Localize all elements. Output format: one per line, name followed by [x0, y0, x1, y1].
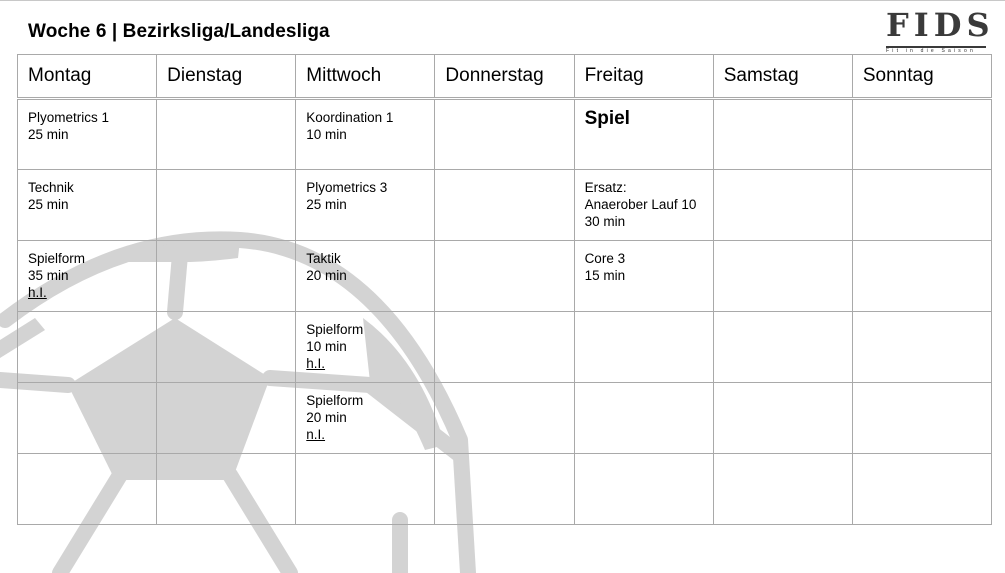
schedule-cell-sonntag	[852, 383, 991, 454]
schedule-cell-mittwoch	[296, 383, 435, 454]
schedule-cell-freitag	[574, 383, 713, 454]
schedule-body	[18, 99, 992, 525]
schedule-cell-donnerstag	[435, 170, 574, 241]
schedule-cell-freitag	[574, 454, 713, 525]
schedule-cell-mittwoch	[296, 241, 435, 312]
schedule-cell-freitag	[574, 170, 713, 241]
schedule-cell-donnerstag	[435, 99, 574, 170]
schedule-cell-donnerstag	[435, 454, 574, 525]
schedule-cell-dienstag	[157, 383, 296, 454]
session-intensity-link[interactable]: h.I.	[28, 285, 47, 300]
session-line: Anaerober Lauf 10	[584, 197, 697, 212]
schedule-cell-dienstag	[157, 454, 296, 525]
logo-tagline: Fit in die Saison	[886, 48, 976, 54]
session-name: Technik	[28, 180, 74, 195]
schedule-cell-montag	[18, 241, 157, 312]
schedule-cell-dienstag	[157, 241, 296, 312]
schedule-row	[18, 312, 992, 383]
schedule-row	[18, 383, 992, 454]
day-header-sonntag: Sonntag	[852, 55, 991, 99]
schedule-cell-mittwoch	[296, 312, 435, 383]
session-name: Koordination 1	[306, 110, 394, 125]
schedule-cell-sonntag	[852, 170, 991, 241]
schedule-cell-dienstag	[157, 170, 296, 241]
schedule-cell-montag	[18, 312, 157, 383]
session-duration: 25 min	[306, 197, 347, 212]
schedule-cell-sonntag	[852, 241, 991, 312]
schedule-cell-freitag	[574, 312, 713, 383]
schedule-row	[18, 99, 992, 170]
schedule-cell-samstag	[713, 383, 852, 454]
session-duration: 30 min	[584, 214, 626, 229]
session-intensity-link[interactable]: n.I.	[306, 427, 326, 442]
schedule-cell-donnerstag	[435, 383, 574, 454]
schedule-row	[18, 241, 992, 312]
session-name: Spielform	[28, 251, 86, 266]
day-header-samstag: Samstag	[713, 55, 852, 99]
match-label: Spiel	[584, 108, 630, 129]
schedule-cell-donnerstag	[435, 241, 574, 312]
schedule-cell-samstag	[713, 454, 852, 525]
session-duration: 15 min	[584, 268, 626, 283]
schedule-cell-samstag	[713, 99, 852, 170]
day-header-donnerstag: Donnerstag	[435, 55, 574, 99]
schedule-cell-sonntag	[852, 312, 991, 383]
schedule-cell-samstag	[713, 241, 852, 312]
schedule-cell-freitag	[574, 241, 713, 312]
day-header-freitag: Freitag	[574, 55, 713, 99]
weekday-header-row	[18, 55, 992, 99]
schedule-cell-sonntag	[852, 454, 991, 525]
schedule-row	[18, 170, 992, 241]
session-name: Plyometrics 3	[306, 180, 388, 195]
session-duration: 25 min	[28, 197, 69, 212]
schedule-cell-samstag	[713, 312, 852, 383]
session-duration: 10 min	[306, 127, 347, 142]
schedule-cell-mittwoch	[296, 454, 435, 525]
schedule-row	[18, 454, 992, 525]
session-name: Plyometrics 1	[28, 110, 110, 125]
schedule-cell-dienstag	[157, 312, 296, 383]
day-header-mittwoch: Mittwoch	[296, 55, 435, 99]
schedule-cell-mittwoch	[296, 170, 435, 241]
session-duration: 10 min	[306, 339, 347, 354]
page-title: Woche 6 | Bezirksliga/Landesliga	[28, 21, 330, 42]
day-header-montag: Montag	[18, 55, 157, 99]
session-name: Ersatz:	[584, 180, 627, 195]
schedule-cell-montag	[18, 383, 157, 454]
schedule-cell-samstag	[713, 170, 852, 241]
session-duration: 35 min	[28, 268, 69, 283]
schedule-cell-freitag	[574, 99, 713, 170]
session-duration: 20 min	[306, 268, 347, 283]
session-intensity-link[interactable]: h.I.	[306, 356, 326, 371]
logo-text: FIDS	[886, 6, 995, 44]
session-name: Spielform	[306, 393, 364, 408]
schedule-cell-montag	[18, 170, 157, 241]
schedule-cell-dienstag	[157, 99, 296, 170]
session-name: Core 3	[584, 251, 626, 266]
session-name: Spielform	[306, 322, 364, 337]
schedule-cell-donnerstag	[435, 312, 574, 383]
day-header-dienstag: Dienstag	[157, 55, 296, 99]
schedule-cell-mittwoch	[296, 99, 435, 170]
weekly-schedule-table	[17, 54, 992, 525]
schedule-cell-montag	[18, 99, 157, 170]
schedule-cell-sonntag	[852, 99, 991, 170]
schedule-cell-montag	[18, 454, 157, 525]
fids-logo	[886, 6, 995, 54]
session-name: Taktik	[306, 251, 341, 266]
session-duration: 25 min	[28, 127, 69, 142]
session-duration: 20 min	[306, 410, 347, 425]
